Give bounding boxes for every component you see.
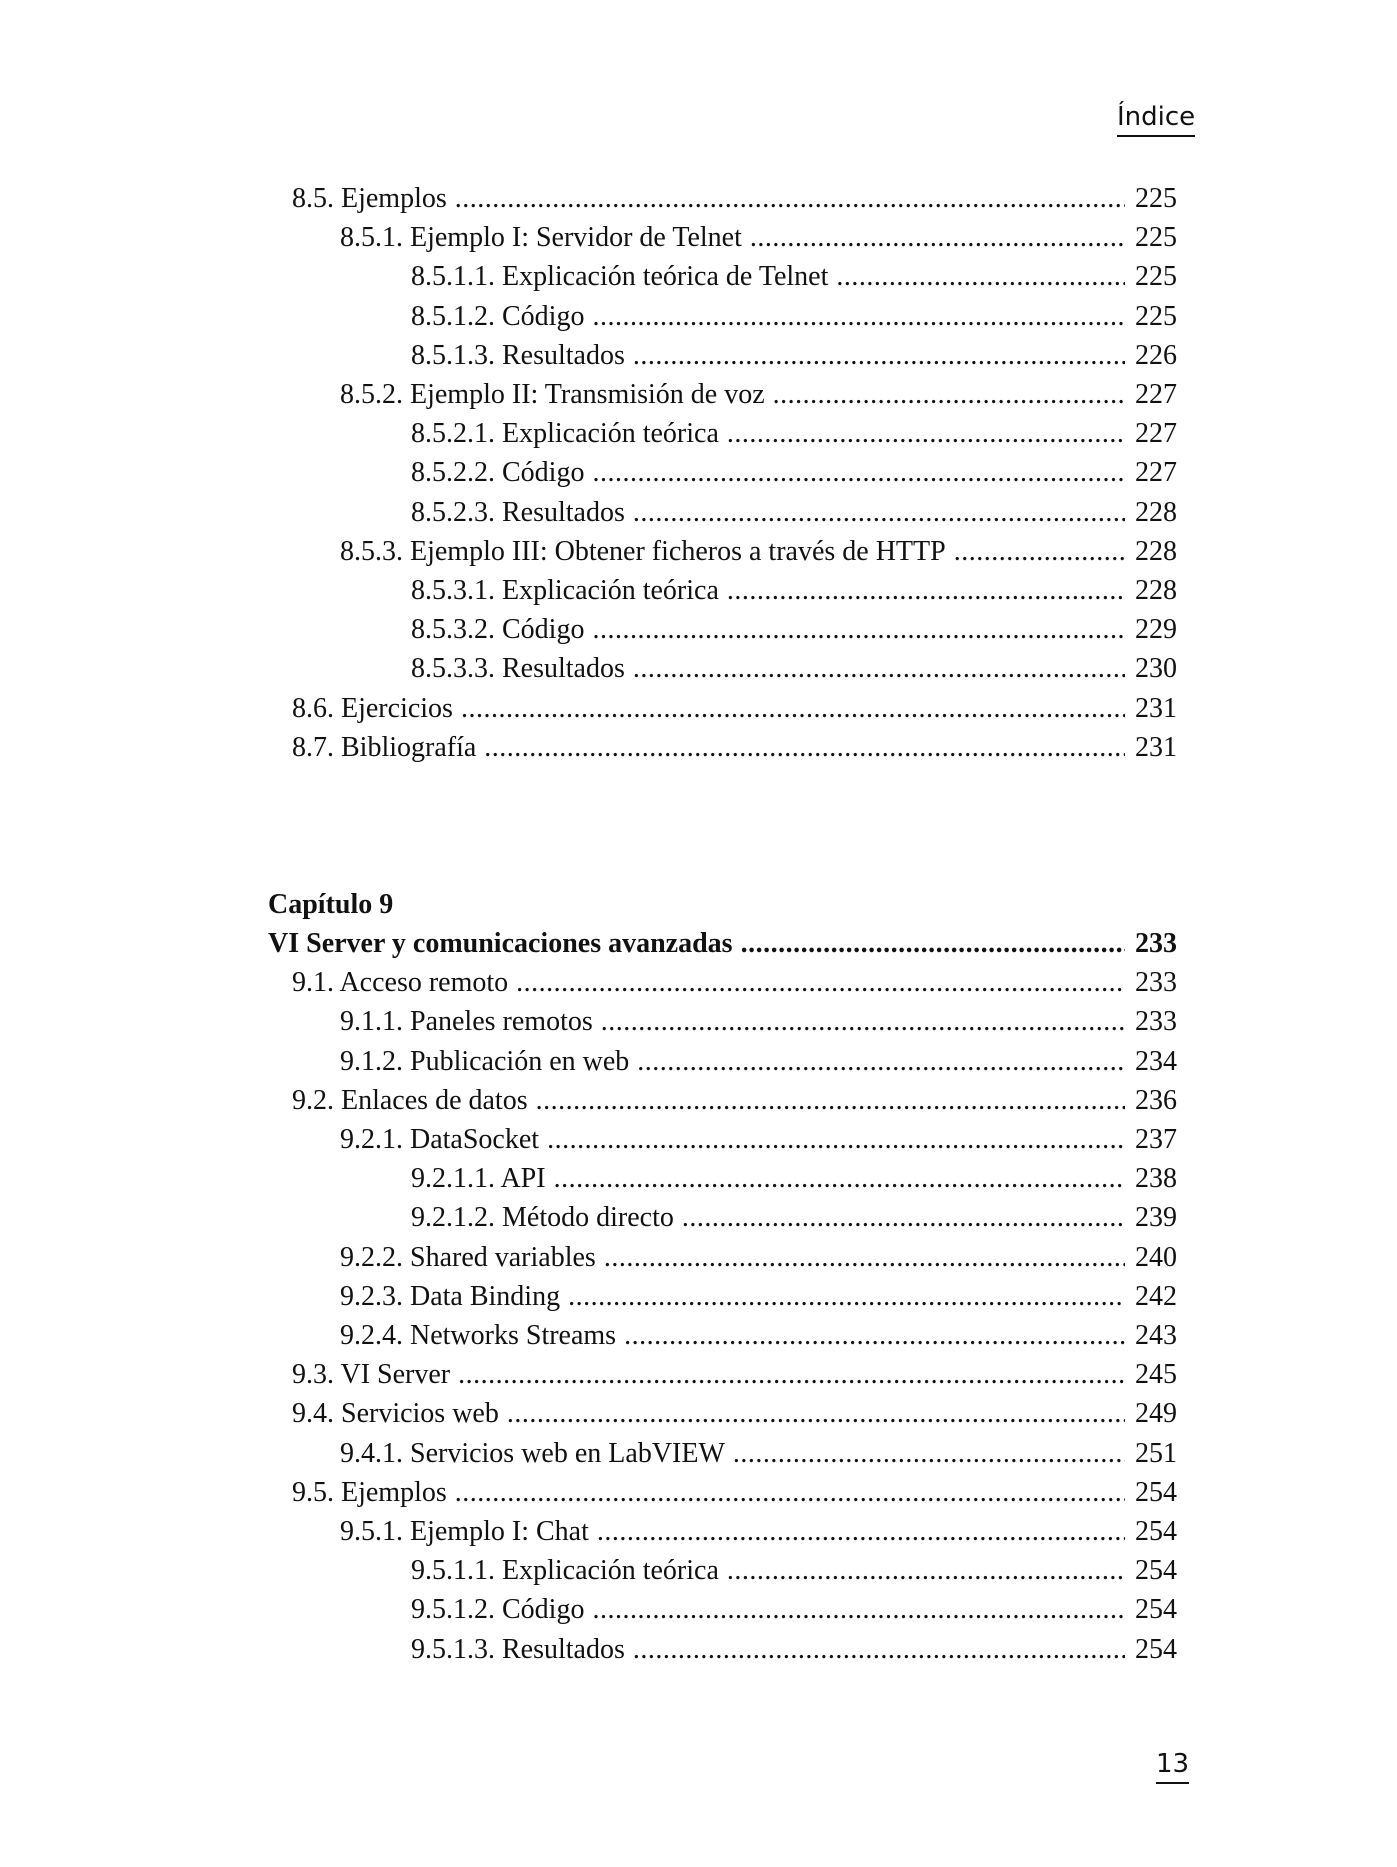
toc-entry-title: 9.2.1. DataSocket [340,1124,540,1155]
dot-leader [733,1434,1125,1473]
toc-entry-page: 234 [1135,1045,1177,1077]
dot-leader [750,218,1125,257]
toc-entry [340,1002,1177,1041]
toc-entry [411,1630,1177,1669]
toc-entry-title: 8.5. Ejemplos [292,183,447,214]
toc-entry-page: 227 [1135,418,1177,450]
toc-entry-page: 233 [1135,928,1177,959]
toc-entry [340,1316,1177,1355]
toc-entry [340,1434,1177,1473]
toc-entry-page: 228 [1135,496,1177,528]
toc-entry-title: 9.1. Acceso remoto [292,967,509,999]
toc-entry-title: 8.5.3.2. Código [411,614,585,646]
dot-leader [536,1081,1125,1120]
toc-entry [292,963,1177,1002]
toc-entry [340,218,1177,257]
toc-entry-title: 9.4.1. Servicios web en LabVIEW [340,1437,725,1469]
toc-entry-page: 230 [1135,653,1177,685]
dot-leader [592,1590,1125,1629]
toc-entry-title: 8.5.1. Ejemplo I: Servidor de Telnet [340,222,742,254]
dot-leader [516,963,1125,1002]
toc-entry [411,1551,1177,1590]
dot-leader [455,1473,1125,1512]
toc-entry-title: 9.2.2. Shared variables [340,1241,596,1273]
toc-entry [411,414,1177,453]
chapter-label: Capítulo 9 [268,889,394,920]
toc-entry-title: 9.1.1. Paneles remotos [340,1006,593,1038]
dot-leader [592,453,1125,492]
toc-entry-page: 243 [1135,1320,1177,1351]
toc-entry [411,493,1177,532]
toc-entry-page: 251 [1135,1437,1177,1469]
toc-entry-page: 227 [1135,379,1177,410]
toc-entry [292,728,1177,767]
toc-entry [340,532,1177,571]
toc-entry-title: 9.5.1. Ejemplo I: Chat [340,1516,589,1547]
toc-entry-title: 8.5.3. Ejemplo III: Obtener ficheros a través de HTTP [340,535,946,567]
toc-entry [411,297,1177,336]
toc-entry-page: 239 [1135,1202,1177,1234]
toc-entry-page: 229 [1135,614,1177,646]
dot-leader [624,1316,1125,1355]
dot-leader [604,1238,1125,1277]
toc-entry [340,1120,1177,1159]
toc-entry-page: 227 [1135,457,1177,489]
dot-leader [773,375,1125,414]
toc-entry [292,1355,1177,1394]
toc-entry [411,1590,1177,1629]
toc-entry-title: 8.5.2.2. Código [411,457,585,489]
toc-entry [340,1238,1177,1277]
toc-entry-page: 233 [1135,1006,1177,1038]
dot-leader [633,1630,1125,1669]
toc-entry-title: 9.2.1.1. API [411,1163,546,1195]
toc-entry-page: 245 [1135,1359,1177,1391]
running-head: Índice [1117,100,1195,137]
dot-leader [954,532,1125,571]
toc-entry-page: 225 [1135,300,1177,332]
toc-entry [292,1473,1177,1512]
dot-leader [637,1042,1125,1081]
toc-entry [340,1042,1177,1081]
toc-entry [292,1394,1177,1433]
dot-leader [568,1277,1125,1316]
dot-leader [484,728,1125,767]
toc-entry-page: 225 [1135,183,1177,214]
toc-entry-page: 228 [1135,535,1177,567]
toc-entry-title: 9.3. VI Server [292,1359,451,1391]
toc-entry-page: 231 [1135,692,1177,724]
dot-leader [458,1355,1125,1394]
toc-entry [411,1159,1177,1198]
toc-entry-title: 9.2. Enlaces de datos [292,1084,528,1116]
dot-leader [592,610,1125,649]
toc-entry-title: 9.1.2. Publicación en web [340,1045,630,1077]
dot-leader [836,257,1125,296]
toc-entry-title: 8.5.3.1. Explicación teórica [411,575,719,606]
toc-entry-title: 8.5.1.2. Código [411,300,585,332]
dot-leader [741,924,1125,963]
toc-entry-page: 228 [1135,575,1177,606]
toc-entry-page: 254 [1135,1594,1177,1626]
toc-entry-title: 9.5.1.1. Explicación teórica [411,1555,719,1587]
toc-entry-page: 225 [1135,261,1177,293]
toc-entry [411,571,1177,610]
toc-entry [268,924,1177,963]
dot-leader [633,493,1125,532]
dot-leader [592,297,1125,336]
toc-entry-page: 240 [1135,1241,1177,1273]
dot-leader [727,571,1125,610]
dot-leader [455,179,1125,218]
dot-leader [597,1512,1125,1551]
toc-entry-title: 9.5. Ejemplos [292,1476,447,1508]
toc-entry-page: 242 [1135,1280,1177,1312]
toc-entry-title: 9.2.4. Networks Streams [340,1320,617,1351]
toc-entry-page: 254 [1135,1516,1177,1547]
dot-leader [601,1002,1125,1041]
toc-entry-page: 226 [1135,339,1177,371]
toc-entry-title: 8.7. Bibliografía [292,731,477,763]
toc-entry-page: 233 [1135,967,1177,999]
toc-entry-page: 237 [1135,1124,1177,1155]
toc-entry-page: 231 [1135,731,1177,763]
dot-leader [461,689,1125,728]
dot-leader [547,1120,1125,1159]
dot-leader [727,414,1125,453]
dot-leader [507,1394,1125,1433]
page-number: 13 [1156,1747,1189,1784]
toc-entry-title: 8.5.2. Ejemplo II: Transmisión de voz [340,379,765,410]
toc-entry-page: 225 [1135,222,1177,254]
toc-entry [292,689,1177,728]
dot-leader [727,1551,1125,1590]
toc-entry [411,1198,1177,1237]
toc-entry-title: 9.2.3. Data Binding [340,1280,561,1312]
toc-entry-title: 8.5.2.3. Resultados [411,496,625,528]
dot-leader [633,649,1125,688]
toc-entry-title: 8.5.1.1. Explicación teórica de Telnet [411,261,829,293]
toc-entry-title: 8.5.2.1. Explicación teórica [411,418,719,450]
toc-entry-page: 254 [1135,1633,1177,1665]
toc-entry-page: 249 [1135,1398,1177,1430]
toc-entry [411,257,1177,296]
toc-entry-page: 236 [1135,1084,1177,1116]
toc-entry [292,1081,1177,1120]
toc-entry-title: 9.5.1.2. Código [411,1594,585,1626]
toc-entry-title: 9.5.1.3. Resultados [411,1633,625,1665]
toc-entry-title: 9.2.1.2. Método directo [411,1202,674,1234]
toc-entry [411,649,1177,688]
toc-entry-page: 238 [1135,1163,1177,1195]
toc-entry-page: 254 [1135,1476,1177,1508]
dot-leader [554,1159,1125,1198]
toc-entry [411,336,1177,375]
toc-entry-title: 8.5.1.3. Resultados [411,339,625,371]
toc-entry [292,179,1177,218]
toc-entry [411,610,1177,649]
toc-entry [340,375,1177,414]
toc-entry-title: 8.6. Ejercicios [292,692,453,724]
toc-entry-title: 8.5.3.3. Resultados [411,653,625,685]
dot-leader [682,1198,1125,1237]
toc-entry-title: VI Server y comunicaciones avanzadas [268,928,733,959]
toc-entry [411,453,1177,492]
toc-entry-title: 9.4. Servicios web [292,1398,499,1430]
toc-entry-page: 254 [1135,1555,1177,1587]
toc-entry [340,1512,1177,1551]
dot-leader [633,336,1125,375]
toc-entry [340,1277,1177,1316]
